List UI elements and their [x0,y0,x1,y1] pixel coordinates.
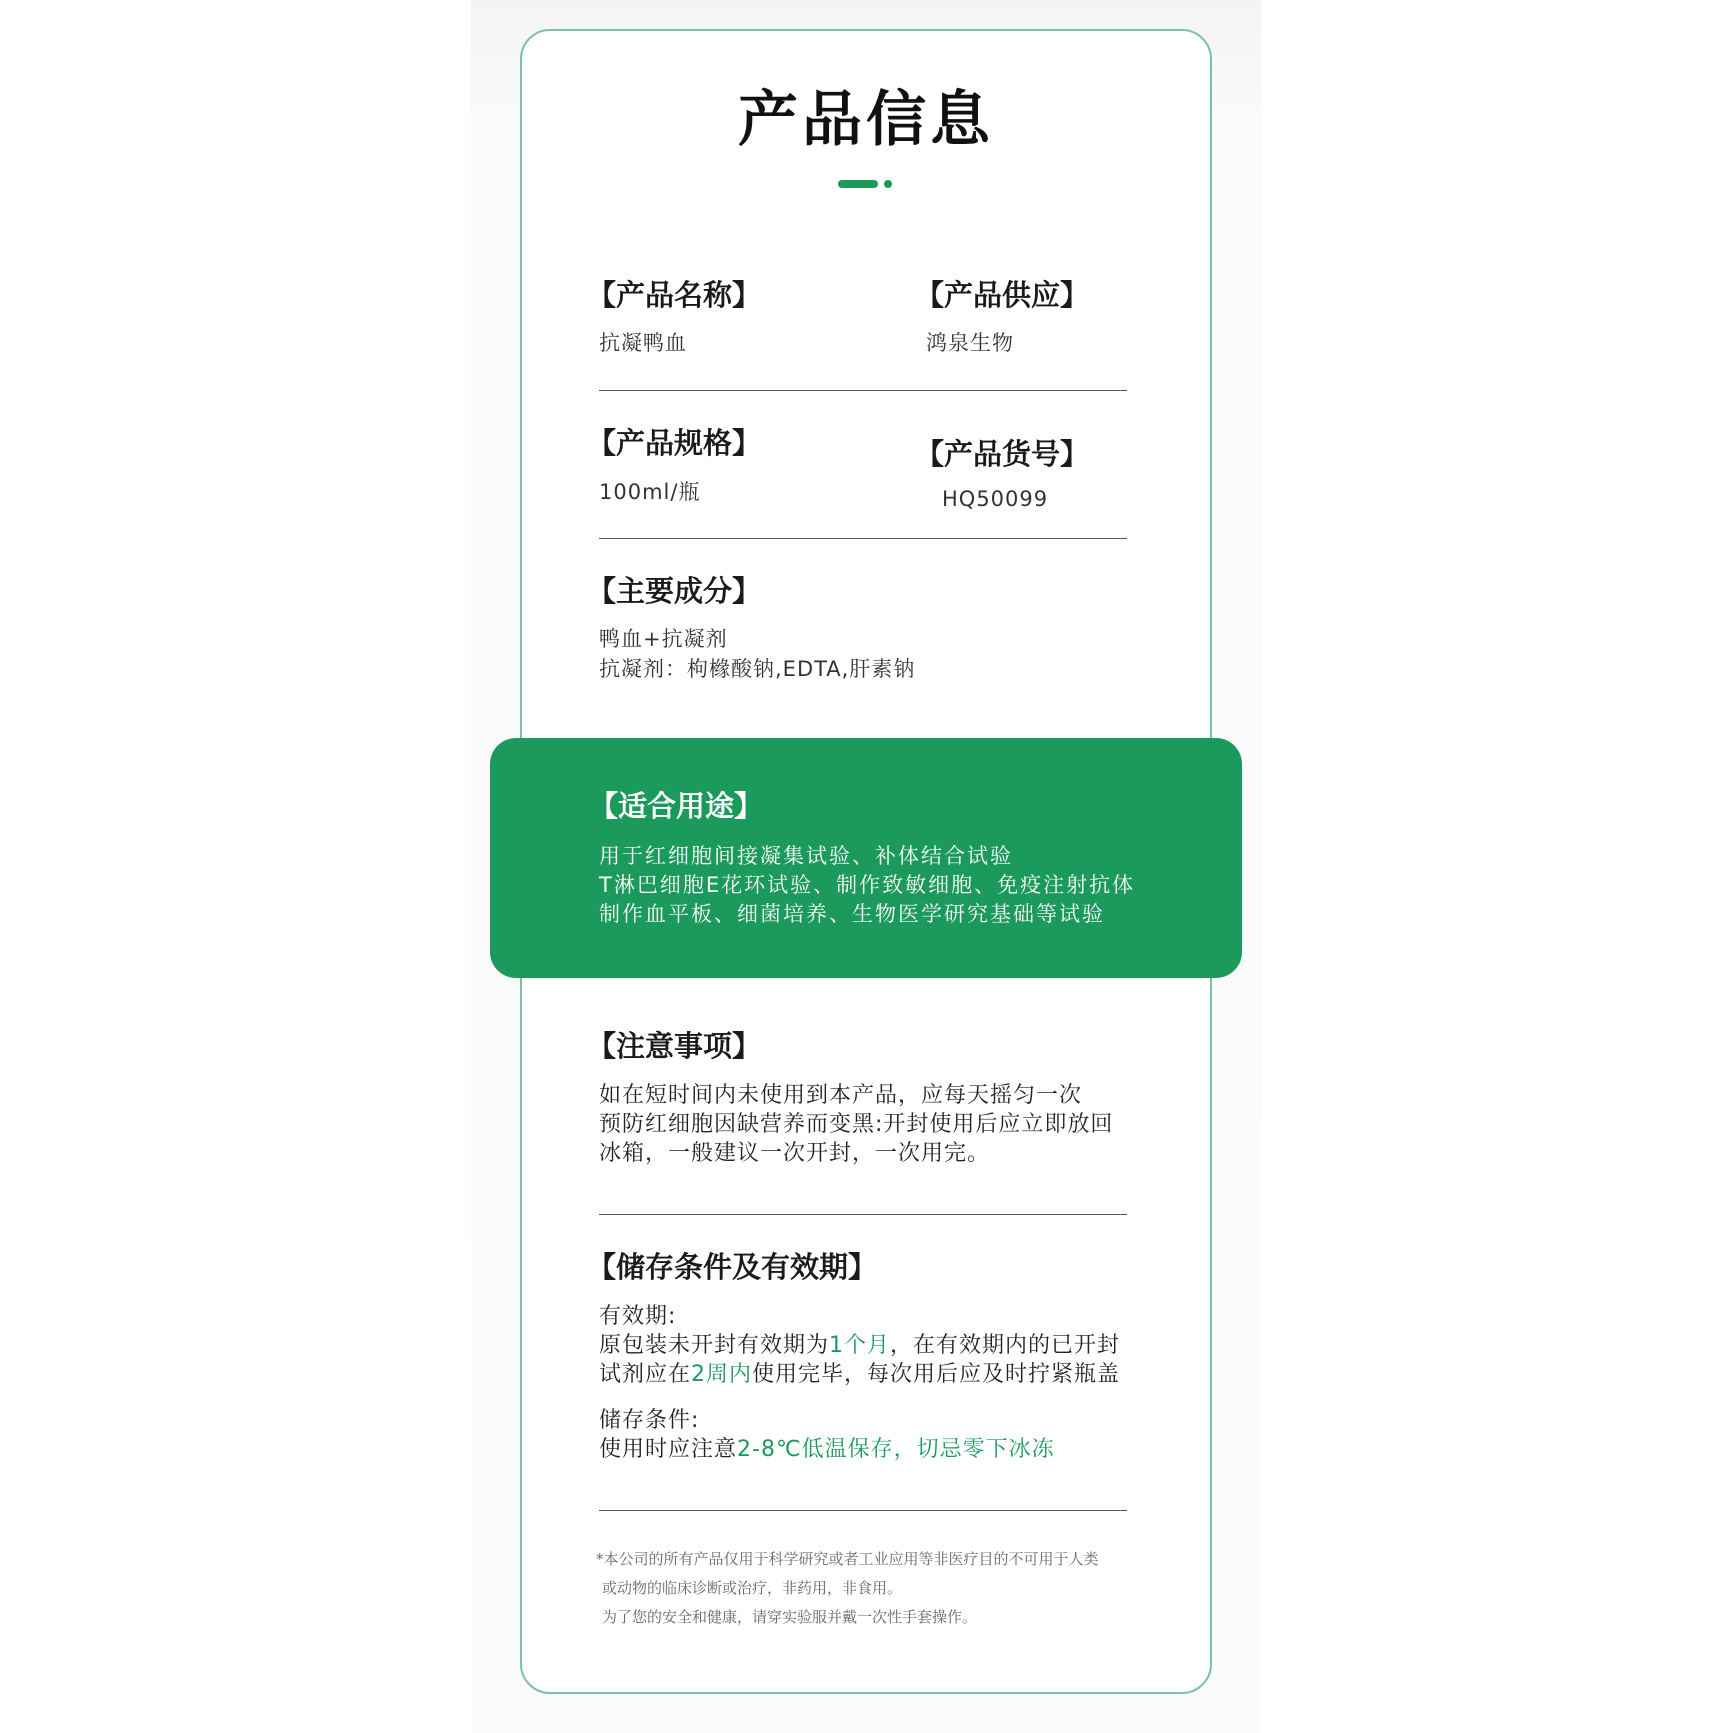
page-title: 产品信息 [738,85,994,155]
ingredients-line-1: 鸭血+抗凝剂 [599,627,728,651]
validity-line-2 [599,1360,1120,1390]
title-underline-bar [838,180,878,188]
storage-label: 【储存条件及有效期】 [587,1250,878,1284]
ingredients-line-2: 抗凝剂：枸橼酸钠,EDTA,肝素钠 [599,657,916,681]
notes-line-1: 如在短时间内未使用到本产品，应每天摇匀一次 [599,1083,1083,1108]
usage-label: 【适合用途】 [589,789,764,823]
product-code-label: 【产品货号】 [915,437,1090,471]
product-spec-label: 【产品规格】 [587,426,762,460]
condition-highlight: 2-8℃低温保存，切忌零下冰冻 [737,1437,1055,1462]
validity-line-1-text-b: ，在有效期内的已开封 [890,1333,1121,1358]
validity-highlight-month: 1个月 [829,1333,891,1358]
usage-line-3: 制作血平板、细菌培养、生物医学研究基础等试验 [599,902,1105,926]
product-name-value: 抗凝鸭血 [599,331,687,355]
usage-line-1: 用于红细胞间接凝集试验、补体结合试验 [599,844,1013,868]
product-name-label: 【产品名称】 [587,278,762,312]
usage-line-2: T淋巴细胞E花环试验、制作致敏细胞、免疫注射抗体 [599,873,1136,897]
condition-line [599,1435,1055,1465]
condition-heading: 储存条件: [599,1408,700,1433]
product-spec-value: 100ml/瓶 [599,480,701,504]
title-underline-dot [884,180,892,188]
divider [599,538,1127,539]
divider [599,1510,1127,1511]
notes-label: 【注意事项】 [587,1029,762,1063]
condition-text: 使用时应注意 [599,1437,738,1462]
validity-line-2-text-b: 使用完毕，每次用后应及时拧紧瓶盖 [752,1362,1121,1387]
validity-line-1 [599,1331,1120,1361]
validity-line-2-text-a: 试剂应在 [599,1362,692,1387]
footnote-line-3: 为了您的安全和健康，请穿实验服并戴一次性手套操作。 [602,1608,978,1626]
product-supply-label: 【产品供应】 [915,278,1090,312]
footnote-line-2: 或动物的临床诊断或治疗，非药用，非食用。 [602,1579,903,1597]
product-code-value: HQ50099 [942,487,1049,511]
validity-heading: 有效期: [599,1304,677,1329]
notes-line-3: 冰箱，一般建议一次开封，一次用完。 [599,1141,991,1166]
validity-line-1-text-a: 原包装未开封有效期为 [599,1333,830,1358]
divider [599,390,1127,391]
product-supply-value: 鸿泉生物 [926,331,1014,355]
notes-line-2: 预防红细胞因缺营养而变黑:开封使用后应立即放回 [599,1112,1114,1137]
ingredients-label: 【主要成分】 [587,574,762,608]
divider [599,1214,1127,1215]
footnote-line-1: *本公司的所有产品仅用于科学研究或者工业应用等非医疗目的不可用于人类 [596,1550,1099,1568]
validity-highlight-weeks: 2周内 [691,1362,753,1387]
